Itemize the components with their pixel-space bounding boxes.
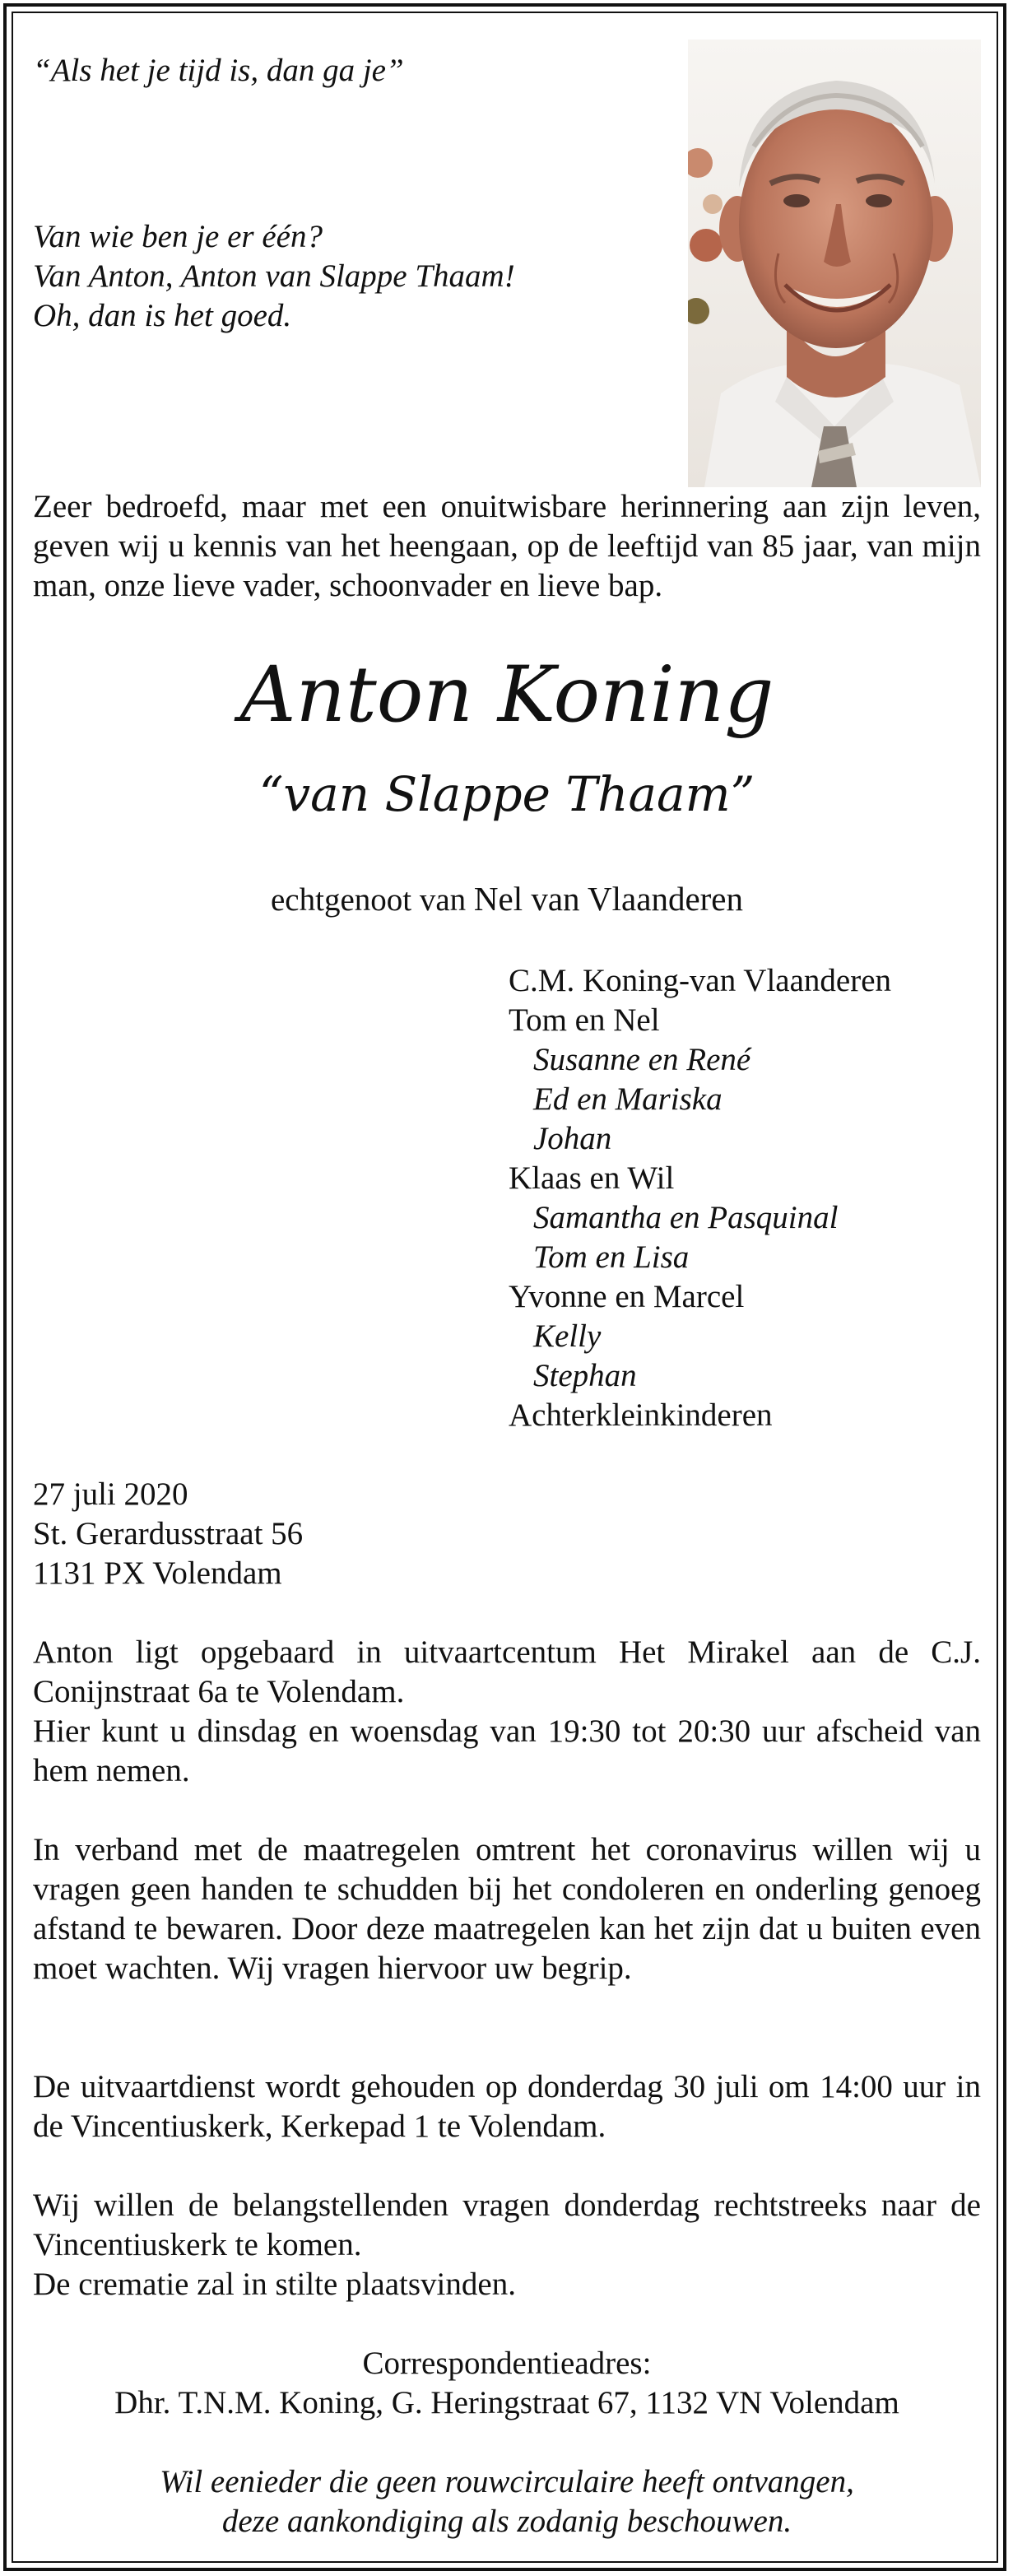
family-grandchild: Susanne en René [533, 1042, 751, 1077]
viewing-paragraph [33, 1633, 981, 1791]
closing-line: deze aankondiging als zodanig beschouwen. [221, 2504, 792, 2539]
intro-paragraph: Zeer bedroefd, maar met een onuitwisbare herinnering aan zijn leven, geven wij u kennis van het heengaan, op de leeftijd van 85 jaar, van mijn man, onze lieve vader, schoonvader en lieve bap. [33, 489, 981, 603]
closing-line: Wil eenieder die geen rouwcirculaire heeft ontvangen, [160, 2464, 854, 2499]
viewing-times: Hier kunt u dinsdag en woensdag van 19:30 tot 20:30 uur afscheid van hem nemen. [33, 1713, 981, 1788]
date: 27 juli 2020 [33, 1476, 188, 1512]
family-grandchild: Samantha en Pasquinal [533, 1200, 839, 1235]
viewing-location: Anton ligt opgebaard in uitvaartcentum Het Mirakel aan de C.J. Conijnstraat 6a te Volendam. [33, 1634, 981, 1709]
street: St. Gerardusstraat 56 [33, 1516, 304, 1551]
family-member: Tom en Nel [509, 1002, 660, 1038]
portrait-photo [688, 40, 981, 487]
city: 1131 PX Volendam [33, 1555, 282, 1591]
poem-line: Van Anton, Anton van Slappe Thaam! [33, 258, 515, 294]
portrait-illustration [688, 40, 981, 487]
poem-line: Van wie ben je er één? [33, 219, 323, 254]
deceased-nickname: “van Slappe Thaam” [258, 766, 755, 822]
spouse-prefix: echtgenoot van [270, 882, 467, 918]
corona-paragraph: In verband met de maatregelen omtrent het coronavirus willen wij u vragen geen handen te schudden bij het condoleren en onderling genoeg afstand te bewaren. Door deze maatregelen kan het zijn dat u buiten even moet wachten. Wij vragen hiervoor uw begrip. [33, 1832, 981, 1986]
family-grandchild: Ed en Mariska [533, 1081, 723, 1117]
family-grandchild: Stephan [533, 1358, 637, 1393]
correspondence-address: Dhr. T.N.M. Koning, G. Heringstraat 67, 1132 VN Volendam [114, 2385, 899, 2420]
cremation-note: De crematie zal in stilte plaatsvinden. [33, 2267, 516, 2302]
attendance-request: Wij willen de belangstellenden vragen donderdag rechtstreeks naar de Vincentiuskerk te komen. [33, 2188, 981, 2262]
family-grandchild: Kelly [533, 1318, 602, 1354]
family-grandchild: Tom en Lisa [533, 1239, 690, 1275]
family-member: Yvonne en Marcel [509, 1279, 745, 1314]
service-paragraph: De uitvaartdienst wordt gehouden op donderdag 30 juli om 14:00 uur in de Vincentiuskerk, Kerkepad 1 te Volendam. [33, 2069, 981, 2144]
attendance-paragraph [33, 2186, 981, 2304]
family-member: C.M. Koning-van Vlaanderen [509, 963, 892, 998]
spouse-line [33, 879, 981, 920]
poem-line: Oh, dan is het goed. [33, 298, 292, 333]
motto: “Als het je tijd is, dan ga je” [33, 53, 404, 88]
family-member: Achterkleinkinderen [509, 1397, 773, 1433]
correspondence-label: Correspondentieadres: [362, 2346, 652, 2381]
family-member: Klaas en Wil [509, 1160, 675, 1196]
family-grandchild: Johan [533, 1121, 612, 1156]
spouse-name: Nel van Vlaanderen [473, 880, 744, 918]
deceased-name: Anton Koning [239, 650, 774, 740]
